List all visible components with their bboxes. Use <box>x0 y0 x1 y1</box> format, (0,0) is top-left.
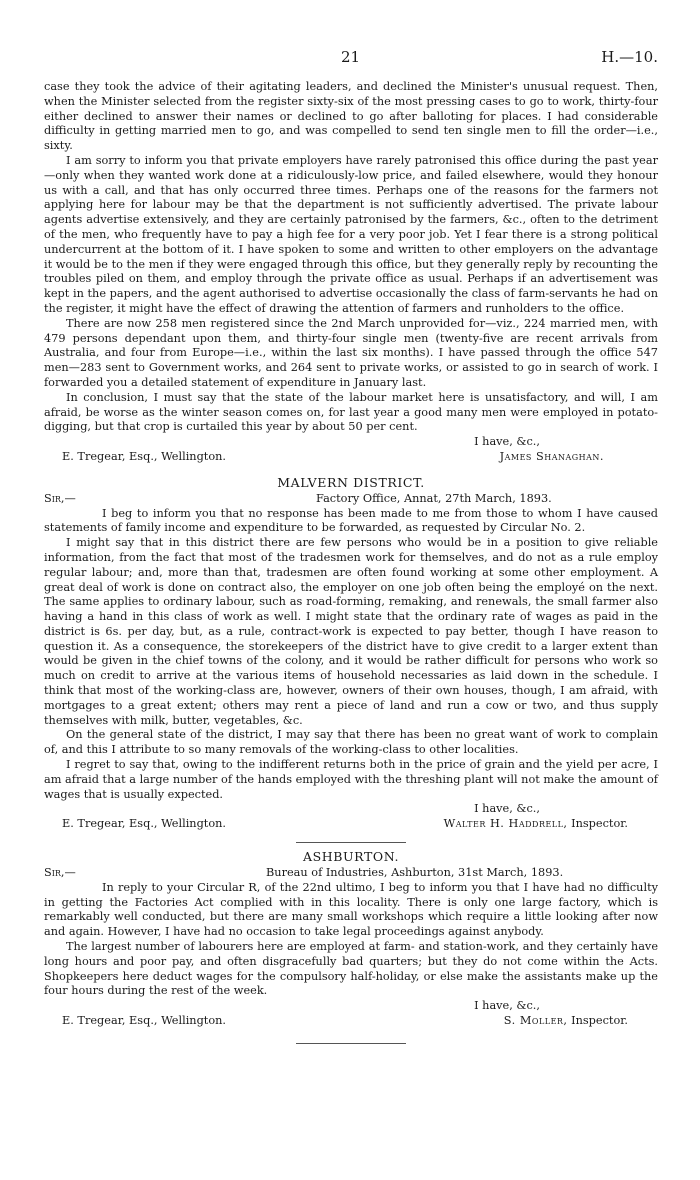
section-title-ashburton: ASHBURTON. <box>302 849 400 865</box>
salutation: Sir,— <box>44 491 76 505</box>
closing: I have, &c., <box>474 435 540 449</box>
signature-title: Inspector. <box>571 1014 628 1028</box>
page-header <box>44 0 658 66</box>
signature-name: Walter H. Haddrell, <box>443 817 568 831</box>
shanaghan-letter <box>44 80 658 465</box>
paragraph: On the general state of the district, I may say that there has been no great want of work to complain of, and this I attribute to so many removals of the working-class to other localities. <box>44 728 658 757</box>
closing: I have, &c., <box>474 999 540 1013</box>
paragraph: In conclusion, I must say that the state of the labour market here is unsatisfactory, and will, I am afraid, be worse as the winter season comes on, for last year a good many men were employed in potato-digging, but that crop is curtailed this year by about 50 per cent. <box>44 390 658 434</box>
paragraph: The largest number of labourers here are employed at farm- and station-work, and they certainly have long hours and poor pay, and often disgracefully bad quarters; but they do not come within the Acts. Shopkeepers here deduct wages for the compulsory half-holiday, or else make the assistants make up the four hours during the rest of the week. <box>44 940 658 998</box>
paragraph: I regret to say that, owing to the indifferent returns both in the price of grain and the yield per acre, I am afraid that a large number of the hands employed with the threshing plant will not make the amount of wages that is usually expected. <box>44 758 658 801</box>
closing: I have, &c., <box>474 802 540 816</box>
signature-row <box>44 450 658 465</box>
malvern-letter <box>44 507 658 833</box>
paragraph: I am sorry to inform you that private employers have rarely patronised this office during the past year—only when they wanted work done at a ridiculously-low price, and failed elsewhere, would they honour us with a call, and that has only occurred three times. Perhaps one of the reasons for the farmers not applying here for labour may be that the department is not sufficiently advertised. The private labour agents advertise extensively, and they are certainly patronised by the farmers, &c., often to the detriment of the men, who frequently have to pay a high fee for a very poor job. Yet I fear there is a strong political undercurrent at the bottom of it. I have spoken to some and written to other employers on the advantage it would be to the men if they were engaged through this office, but they generally reply by recounting the troubles piled on them, and employ through the private office as usual. Perhaps if an advertisement was kept in the papers, and the agent authorised to advertise occasionally the class of farm-servants he had on the register, it might have the effect of drawing the attention of farmers and runholders to the office. <box>44 153 658 315</box>
signature-name: S. Moller, <box>503 1014 568 1028</box>
end-divider <box>296 1043 406 1044</box>
ashburton-letter <box>44 881 658 1029</box>
document-reference: H.—10. <box>601 48 658 66</box>
salutation-row <box>44 866 658 881</box>
document-page <box>44 0 658 1050</box>
letter-address: Factory Office, Annat, 27th March, 1893. <box>316 491 552 505</box>
paragraph: I might say that in this district there are few persons who would be in a position to give reliable information, from the fact that most of the tradesmen work for themselves, and do not as a rule employ regular labour; and, more than that, tradesmen are often found working at some other employment. A great deal of work is done on contract also, the employer on one job often being the employé on the next. The same applies to ordinary labour, such as road-forming, remaking, and renewals, the small farmer also having a hand in this class of work as well. I might state that the ordinary rate of wages as paid in the district is 6s. per day, but, as a rule, contract-work is expected to pay better, though I have reason to question it. As a consequence, the storekeepers of the district have to give credit to a larger extent than would be given in the chief towns of the colony, and it would be rather difficult for persons who work so much on credit to arrive at the various items of household necessaries as laid down in the schedule. I think that most of the working-class are, however, owners of their own houses, though, I am afraid, with mortgages to a great extent; others may rent a piece of land and run a cow or two, and thus supply themselves with milk, butter, vegetables, &c. <box>44 536 658 727</box>
paragraph: I beg to inform you that no response has been made to me from those to whom I have caused statements of family income and expenditure to be forwarded, as requested by Circular No. 2. <box>44 506 658 535</box>
section-divider <box>296 842 406 843</box>
signature-row <box>44 1014 658 1029</box>
addressee: E. Tregear, Esq., Wellington. <box>62 817 227 831</box>
section-title-malvern: MALVERN DISTRICT. <box>277 474 425 490</box>
signature-title: Inspector. <box>571 817 628 831</box>
signature-row <box>44 817 658 832</box>
salutation-row <box>44 492 658 507</box>
signature <box>444 817 658 832</box>
paragraph: case they took the advice of their agitating leaders, and declined the Minister's unusual request. Then, when the Minister selected from the register sixty-six of the most pressing cases to go to work, thirty-four either declined to answer their names or declined to go after balloting for places. I had considerable difficulty in getting married men to go, and was compelled to send ten single men to fill the order—i.e., sixty. <box>44 80 658 153</box>
paragraph: In reply to your Circular R, of the 22nd ultimo, I beg to inform you that I have had no difficulty in getting the Factories Act complied with in this locality. There is only one large factory, which is remarkably well conducted, but there are many small workshops which require a little looking after now and again. However, I have had no occasion to take legal proceedings against anybody. <box>44 880 658 939</box>
signature <box>504 1014 658 1029</box>
signature: James Shanaghan. <box>499 449 604 463</box>
salutation: Sir,— <box>44 866 76 880</box>
addressee: E. Tregear, Esq., Wellington. <box>62 1014 227 1028</box>
paragraph: There are now 258 men registered since the 2nd March unprovided for—viz., 224 married men, with 479 persons dependant upon them, and thirty-four single men (twenty-five are recent arrivals from Australia, and four from Europe—i.e., within the last six months). I have passed through the office 547 men—283 sent to Government works, and 264 sent to private works, or assisted to go in search of work. I forwarded you a detailed statement of expenditure in January last. <box>44 316 658 389</box>
page-number: 21 <box>341 48 361 66</box>
addressee: E. Tregear, Esq., Wellington. <box>62 449 227 463</box>
letter-address: Bureau of Industries, Ashburton, 31st March, 1893. <box>266 866 564 880</box>
